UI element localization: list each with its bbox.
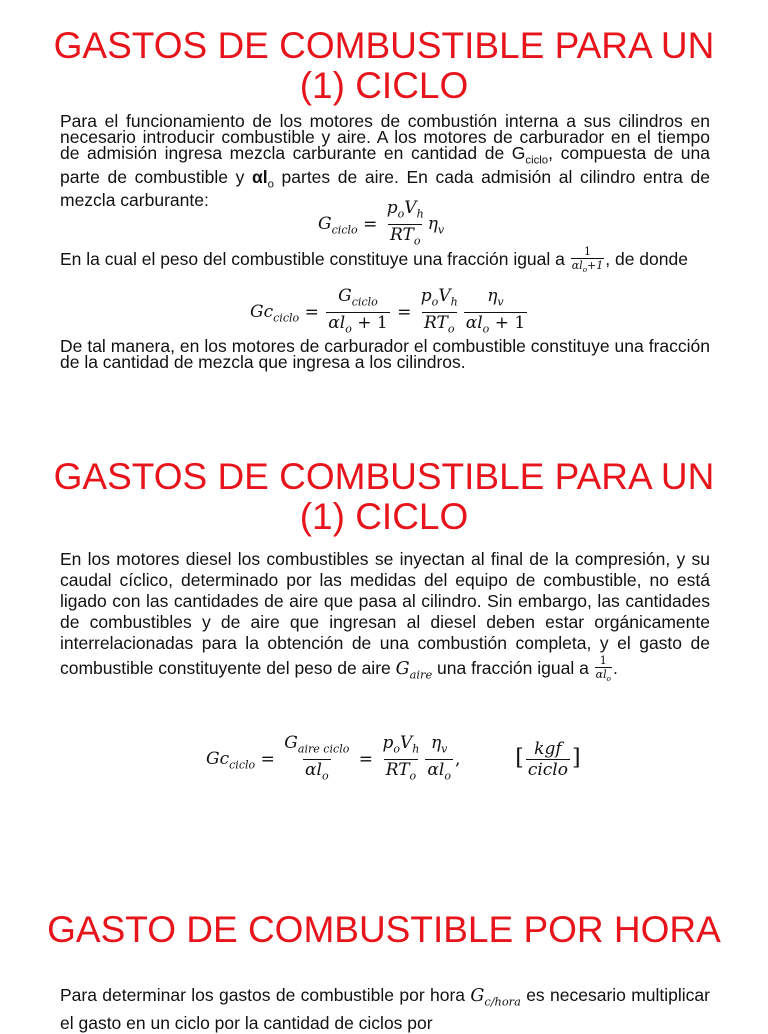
paragraph-text: , compuesta de una parte de combustible y (60, 143, 711, 187)
section-2-paragraph-1 (60, 549, 710, 686)
units-kgf-per-ciclo: $\frac{\text{kgf}}{\text{ciclo}}$ (527, 739, 568, 781)
section-2-title-line-2: (1) CICLO (299, 496, 469, 537)
paragraph-text: , de donde (605, 249, 688, 270)
section-1-paragraph-3: De tal manera, en los motores de carburador el combustible constituye una fracción de la cantidad de mezcla que ingresa a los cilindros. (60, 336, 710, 372)
paragraph-text: una fracción igual a (432, 658, 594, 679)
alpha-symbol: αl (251, 166, 268, 187)
fraction-one-over-alpha-lo-plus-one: 1 $\alpha l_o+1$ (571, 245, 604, 275)
paragraph-text: En los motores diesel los combustibles se inyectan al final de la compresión, y su caudal cíclico, determinado por las medidas del equipo de combustible, no está ligado con las cantidades de aire que pasa al cilindro. Sin embargo, las cantidades de combustibles y de aire que ingresan al diesel deben estar orgánicamente interrelacionadas para la obtención de una combustión completa, y el gasto de combustible constituyente del peso de aire (60, 549, 710, 679)
section-1-title (30, 26, 738, 106)
section-1-paragraph-1 (60, 113, 710, 208)
section-2-title (30, 457, 738, 537)
subscript: o (267, 178, 274, 190)
equation-gc-ciclo-diesel: $Gc_{ciclo}$ = $\frac{G_{aire ciclo}}{\alpha l_o}$ = $\frac{p_oV_h}{RT_o}$ $\frac{\eta_v}{\alpha l_o}$ , [ $\frac{\text{kgf}}{\text{ciclo}}$ ] (206, 733, 581, 787)
section-1-paragraph-2 (60, 245, 710, 276)
g-c-hora-symbol: $G_{c/hora}$ (470, 986, 521, 1009)
equation-gc-ciclo-carburador: $Gc_{ciclo}$ = $\frac{G_{ciclo}}{\alpha l_o + 1}$ = $\frac{p_oV_h}{RT_o}$ $\frac{\eta_v}{\alpha l_o + 1}$ (250, 286, 529, 340)
section-3-title: GASTO DE COMBUSTIBLE POR HORA (47, 909, 721, 950)
paragraph-text: partes de aire. En cada admisión al cilindro entra de mezcla carburante: (60, 166, 710, 210)
section-1-title-line-1: GASTOS DE COMBUSTIBLE PARA UN (53, 25, 715, 66)
section-2-title-line-1: GASTOS DE COMBUSTIBLE PARA UN (53, 456, 715, 497)
subscript: ciclo (525, 154, 549, 167)
section-1-title-line-2: (1) CICLO (299, 65, 469, 106)
paragraph-text: En la cual el peso del combustible constituye una fracción igual a (60, 249, 570, 270)
paragraph-text: . (612, 658, 618, 679)
section-3-paragraph-1 (60, 985, 710, 1034)
paragraph-text: Para determinar los gastos de combustible por hora (60, 985, 471, 1005)
fraction-one-over-alpha-lo: 1 $\alpha l_o$ (595, 654, 611, 684)
paragraph-text: Para el funcionamiento de los motores de combustión interna a sus cilindros en necesario introducir combustible y aire. A los motores de carburador en el tiempo de admisión ingresa mezcla carburante en cantidad de G (60, 111, 710, 163)
equation-g-ciclo: $G_{ciclo}$ = $\frac{p_oV_h}{RT_o}$ $\eta_v$ (318, 198, 444, 252)
g-aire-symbol: $G_{aire}$ (395, 659, 433, 682)
paragraph-text: es necesario multiplicar el gasto en un ciclo por la cantidad de ciclos por (60, 985, 710, 1033)
